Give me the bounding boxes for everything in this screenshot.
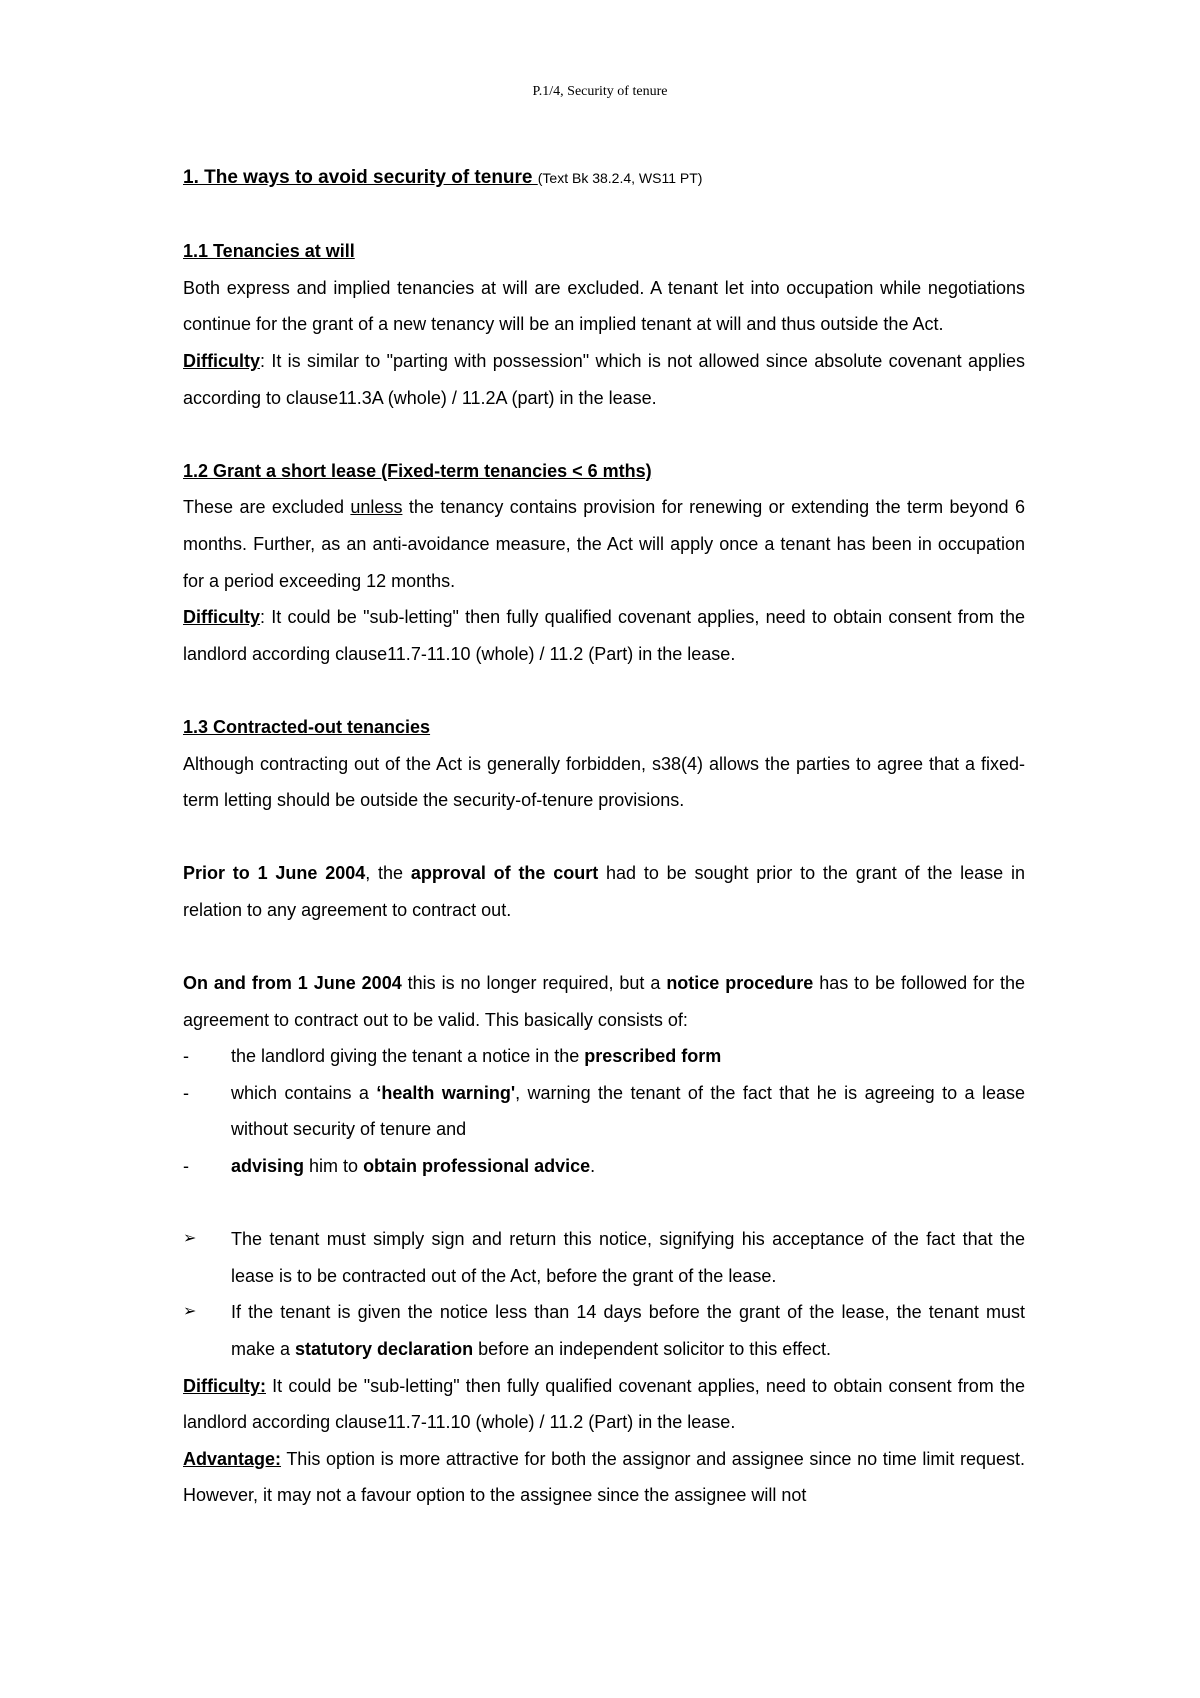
dash-bullet: -: [183, 1156, 189, 1177]
arrow-list-item: ➢ If the tenant is given the notice less than 14 days before the grant of the lease, the tenant must make a statutory declaration before an independent solicitor to this effect.: [183, 1294, 1025, 1367]
page-header: P.1/4, Security of tenure: [532, 84, 668, 99]
advantage-1-3: [183, 1441, 1025, 1514]
heading-1-1: 1.1 Tenancies at will: [183, 241, 355, 262]
difficulty-1-3: [183, 1368, 1025, 1441]
list-item: - advising him to obtain professional advice.: [183, 1148, 1025, 1185]
paragraph-prior-2004: Prior to 1 June 2004, the approval of the court had to be sought prior to the grant of the lease in relation to any agreement to contract out.: [183, 863, 1025, 920]
heading-1-2: 1.2 Grant a short lease (Fixed-term tenancies < 6 mths): [183, 460, 652, 481]
difficulty-label: Difficulty:: [183, 1375, 266, 1396]
advantage-text: This option is more attractive for both the assignor and assignee since no time limit request. However, it may not a favour option to the assignee since the assignee will not: [183, 1448, 1025, 1506]
advantage-label: Advantage:: [183, 1448, 282, 1469]
arrow-list-item: ➢ The tenant must simply sign and return this notice, signifying his acceptance of the fact that the lease is to be contracted out of the Act, before the grant of the lease.: [183, 1221, 1025, 1294]
list-item: - which contains a ‘health warning', warning the tenant of the fact that he is agreeing to a lease without security of tenure and: [183, 1075, 1025, 1148]
paragraph-1-3: Although contracting out of the Act is generally forbidden, s38(4) allows the parties to agree that a fixed-term letting should be outside the security-of-tenure provisions.: [183, 753, 1025, 811]
arrow-bullet-icon: ➢: [183, 1230, 197, 1248]
difficulty-text: : It could be "sub-letting" then fully qualified covenant applies, need to obtain consent from the landlord according clause11.7-11.10 (whole) / 11.2 (Part) in the lease.: [183, 607, 1025, 664]
difficulty-label: Difficulty: [183, 350, 261, 371]
difficulty-1-1: [183, 343, 1025, 416]
paragraph-on-from-2004: On and from 1 June 2004 this is no longer required, but a notice procedure has to be followed for the agreement to contract out to be valid. This basically consists of:: [183, 973, 1025, 1030]
difficulty-text: : It is similar to "parting with possession" which is not allowed since absolute covenant applies according to clause11.3A (whole) / 11.2A (part) in the lease.: [183, 350, 1025, 408]
section-1-heading: [183, 160, 1025, 197]
unless-underlined: unless: [350, 497, 403, 518]
difficulty-label: Difficulty: [183, 607, 261, 628]
difficulty-text: It could be "sub-letting" then fully qualified covenant applies, need to obtain consent from the landlord according clause11.7-11.10 (whole) / 11.2 (Part) in the lease.: [183, 1375, 1025, 1433]
section-title: 1. The ways to avoid security of tenure: [183, 167, 538, 188]
dash-bullet: -: [183, 1046, 189, 1067]
section-reference: (Text Bk 38.2.4, WS11 PT): [537, 170, 703, 186]
list-item: - the landlord giving the tenant a notice in the prescribed form: [183, 1038, 1025, 1075]
paragraph-1-1: Both express and implied tenancies at will are excluded. A tenant let into occupation while negotiations continue for the grant of a new tenancy will be an implied tenant at will and thus outside the Act.: [183, 277, 1025, 335]
arrow-bullet-icon: ➢: [183, 1303, 197, 1321]
document-body: [183, 160, 1025, 1514]
dash-bullet: -: [183, 1082, 189, 1103]
heading-1-3: 1.3 Contracted-out tenancies: [183, 716, 431, 737]
paragraph-1-2: These are excluded unless the tenancy contains provision for renewing or extending the term beyond 6 months. Further, as an anti-avoidance measure, the Act will apply once a tenant has been in occupation for a period exceeding 12 months.: [183, 497, 1025, 591]
difficulty-1-2: [183, 599, 1025, 672]
